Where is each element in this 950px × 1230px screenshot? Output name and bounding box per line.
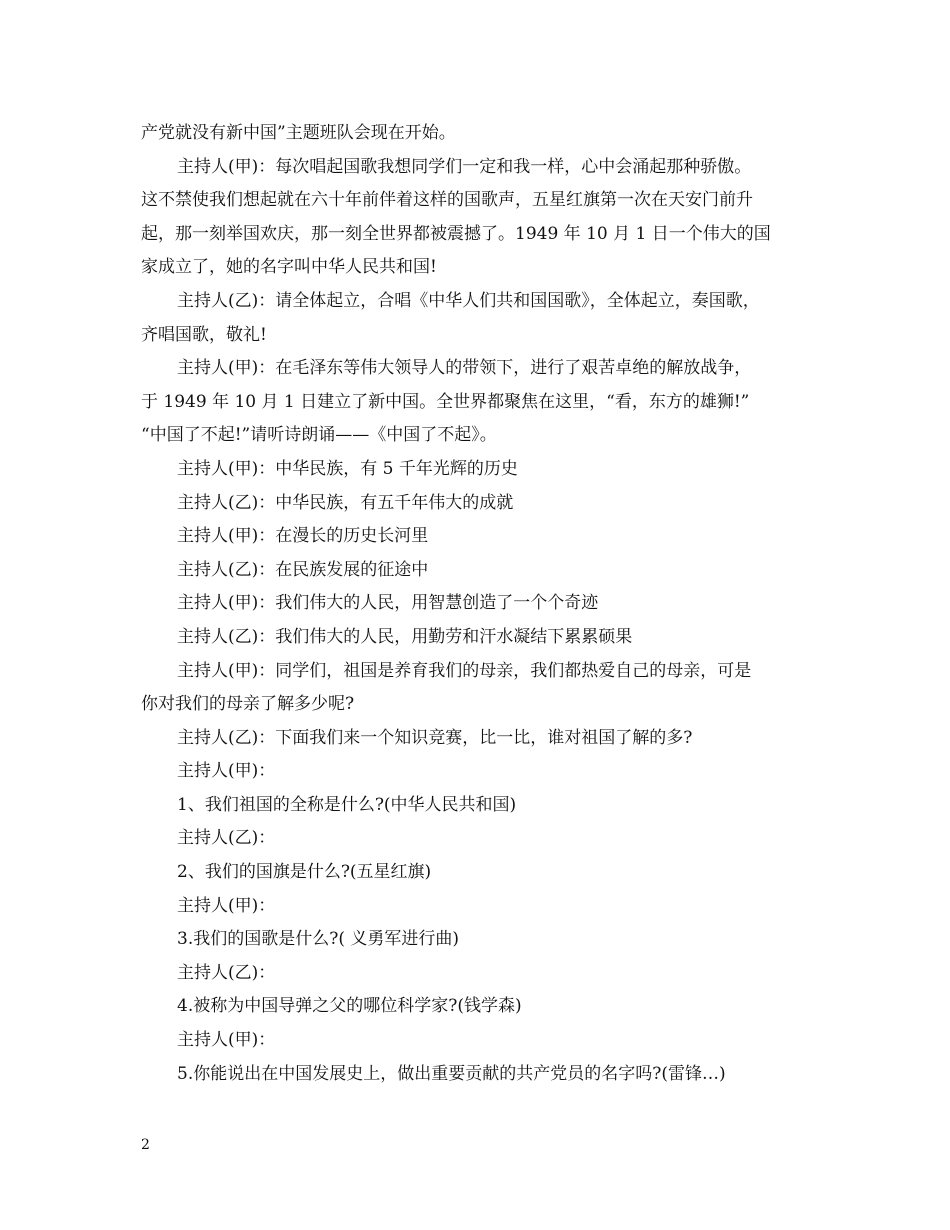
text-line: 主持人(甲)： (177, 1030, 276, 1051)
text-line: 主持人(甲)：每次唱起国歌我想同学们一定和我一样，心中会涌起那种骄傲。 (177, 156, 752, 177)
text-line: 主持人(甲)：在毛泽东等伟大领导人的带领下，进行了艰苦卓绝的解放战争， (177, 358, 752, 379)
text-line: 起，那一刻举国欢庆，那一刻全世界都被震撼了。1949 年 10 月 1 日一个伟大的国 (141, 223, 771, 244)
document-body (141, 117, 816, 1091)
text-line: 于 1949 年 10 月 1 日建立了新中国。全世界都聚焦在这里，“看，东方的雄狮!” (141, 391, 750, 412)
text-line: 主持人(乙)： (177, 962, 276, 983)
text-line: 主持人(甲)： (177, 761, 276, 782)
text-line: 1、我们祖国的全称是什么?(中华人民共和国) (177, 794, 517, 815)
text-line: 主持人(甲)： (177, 895, 276, 916)
page-number: 2 (141, 1137, 150, 1153)
text-line: 5.你能说出在中国发展史上，做出重要贡献的共产党员的名字吗?(雷锋…) (177, 1063, 726, 1084)
text-line: 这不禁使我们想起就在六十年前伴着这样的国歌声，五星红旗第一次在天安门前升 (141, 190, 753, 211)
text-line: 主持人(甲)：同学们，祖国是养育我们的母亲，我们都热爱自己的母亲，可是 (177, 660, 752, 681)
text-line: 主持人(甲)：我们伟大的人民，用智慧创造了一个个奇迹 (177, 593, 599, 614)
text-line: 家成立了，她的名字叫中华人民共和国! (141, 257, 437, 278)
text-line: “中国了不起!”请听诗朗诵——《中国了不起》。 (141, 425, 497, 446)
text-line: 主持人(乙)：请全体起立，合唱《中华人们共和国国歌》，全体起立，奏国歌， (177, 290, 760, 311)
text-line: 主持人(甲)：在漫长的历史长河里 (177, 526, 429, 547)
text-line: 主持人(乙)：下面我们来一个知识竞赛，比一比，谁对祖国了解的多? (177, 727, 693, 748)
text-line: 齐唱国歌，敬礼! (141, 324, 267, 345)
text-line: 2、我们的国旗是什么?(五星红旗) (177, 862, 432, 883)
text-line: 你对我们的母亲了解多少呢? (141, 694, 355, 715)
text-line: 主持人(乙)：中华民族，有五千年伟大的成就 (177, 492, 514, 513)
text-line: 主持人(乙)： (177, 828, 276, 849)
text-line: 主持人(乙)：我们伟大的人民，用勤劳和汗水凝结下累累硕果 (177, 626, 633, 647)
text-line: 主持人(乙)：在民族发展的征途中 (177, 559, 429, 580)
text-line: 4.被称为中国导弹之父的哪位科学家?(钱学森) (177, 996, 522, 1017)
text-line: 主持人(甲)：中华民族，有 5 千年光辉的历史 (177, 458, 518, 479)
text-line: 3.我们的国歌是什么?( 义勇军进行曲) (177, 929, 460, 950)
text-line: 产党就没有新中国”主题班队会现在开始。 (141, 123, 456, 143)
